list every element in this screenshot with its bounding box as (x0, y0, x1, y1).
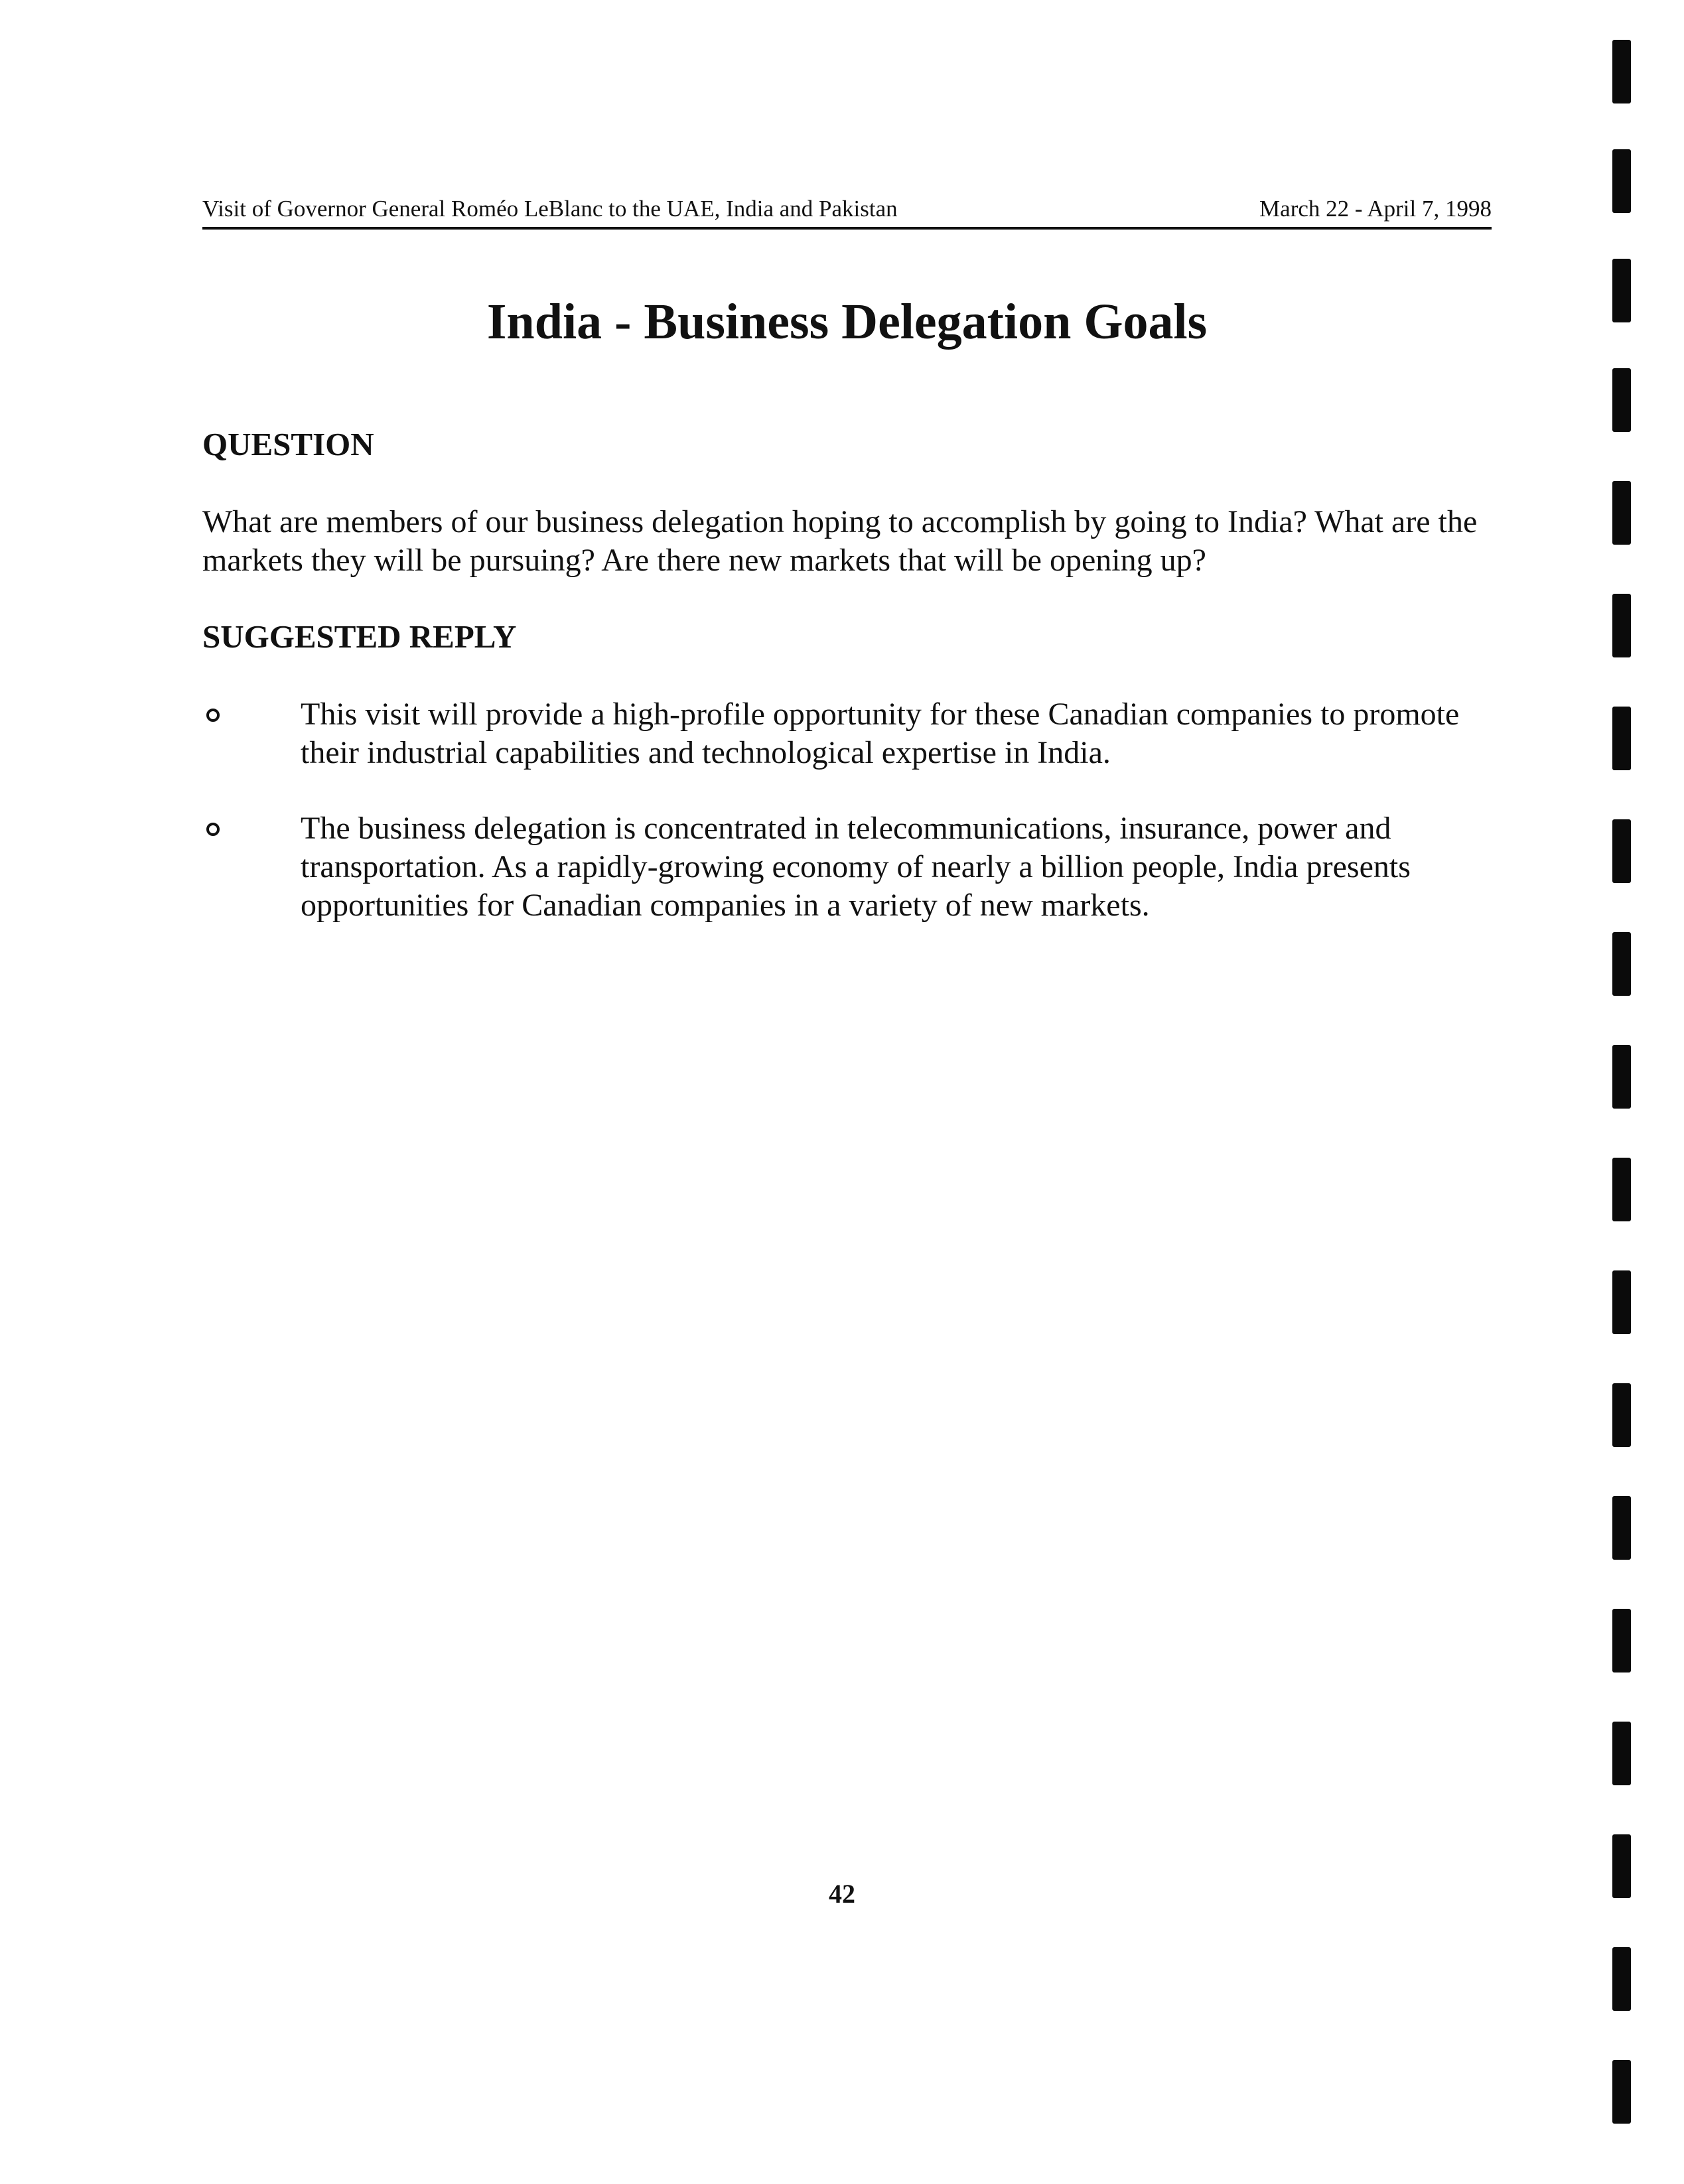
binding-marks (1612, 0, 1652, 2184)
question-text: What are members of our business delegation hoping to accomplish by going to India? What are the markets they will be pursuing? Are there new markets that will be opening up? (202, 504, 1478, 578)
binding-mark (1612, 1158, 1631, 1221)
binding-mark (1612, 932, 1631, 996)
binding-mark (1612, 1834, 1631, 1898)
header-rule (202, 227, 1492, 230)
binding-mark (1612, 1496, 1631, 1560)
binding-mark (1612, 594, 1631, 657)
binding-mark (1612, 368, 1631, 432)
question-heading: QUESTION (202, 426, 374, 462)
binding-mark (1612, 2060, 1631, 2124)
binding-mark (1612, 1045, 1631, 1109)
binding-mark (1612, 1947, 1631, 2011)
binding-mark (1612, 149, 1631, 213)
binding-mark (1612, 1383, 1631, 1447)
reply-bullet-text: The business delegation is concentrated in telecommunications, insurance, power and transportation. As a rapidly-growing economy of nearly a billion people, India presents opportunities for Canadian companies in a variety of new markets. (301, 811, 1411, 923)
running-header (202, 192, 1492, 226)
header-visit-title: Visit of Governor General Roméo LeBlanc to the UAE, India and Pakistan (202, 196, 898, 222)
suggested-reply-heading: SUGGESTED REPLY (202, 618, 517, 655)
binding-mark (1612, 40, 1631, 103)
page-title: India - Business Delegation Goals (486, 294, 1208, 350)
binding-mark (1612, 819, 1631, 883)
hollow-circle-bullet-icon (206, 823, 220, 836)
header-date-range: March 22 - April 7, 1998 (1259, 196, 1492, 222)
binding-mark (1612, 1609, 1631, 1672)
binding-mark (1612, 259, 1631, 322)
binding-mark (1612, 481, 1631, 545)
hollow-circle-bullet-icon (206, 709, 220, 722)
binding-mark (1612, 707, 1631, 770)
binding-mark (1612, 1722, 1631, 1785)
reply-bullet-text: This visit will provide a high-profile opportunity for these Canadian companies to promote their industrial capabilities and technological expertise in India. (301, 697, 1460, 770)
binding-mark (1612, 1270, 1631, 1334)
page-number: 42 (829, 1879, 855, 1909)
